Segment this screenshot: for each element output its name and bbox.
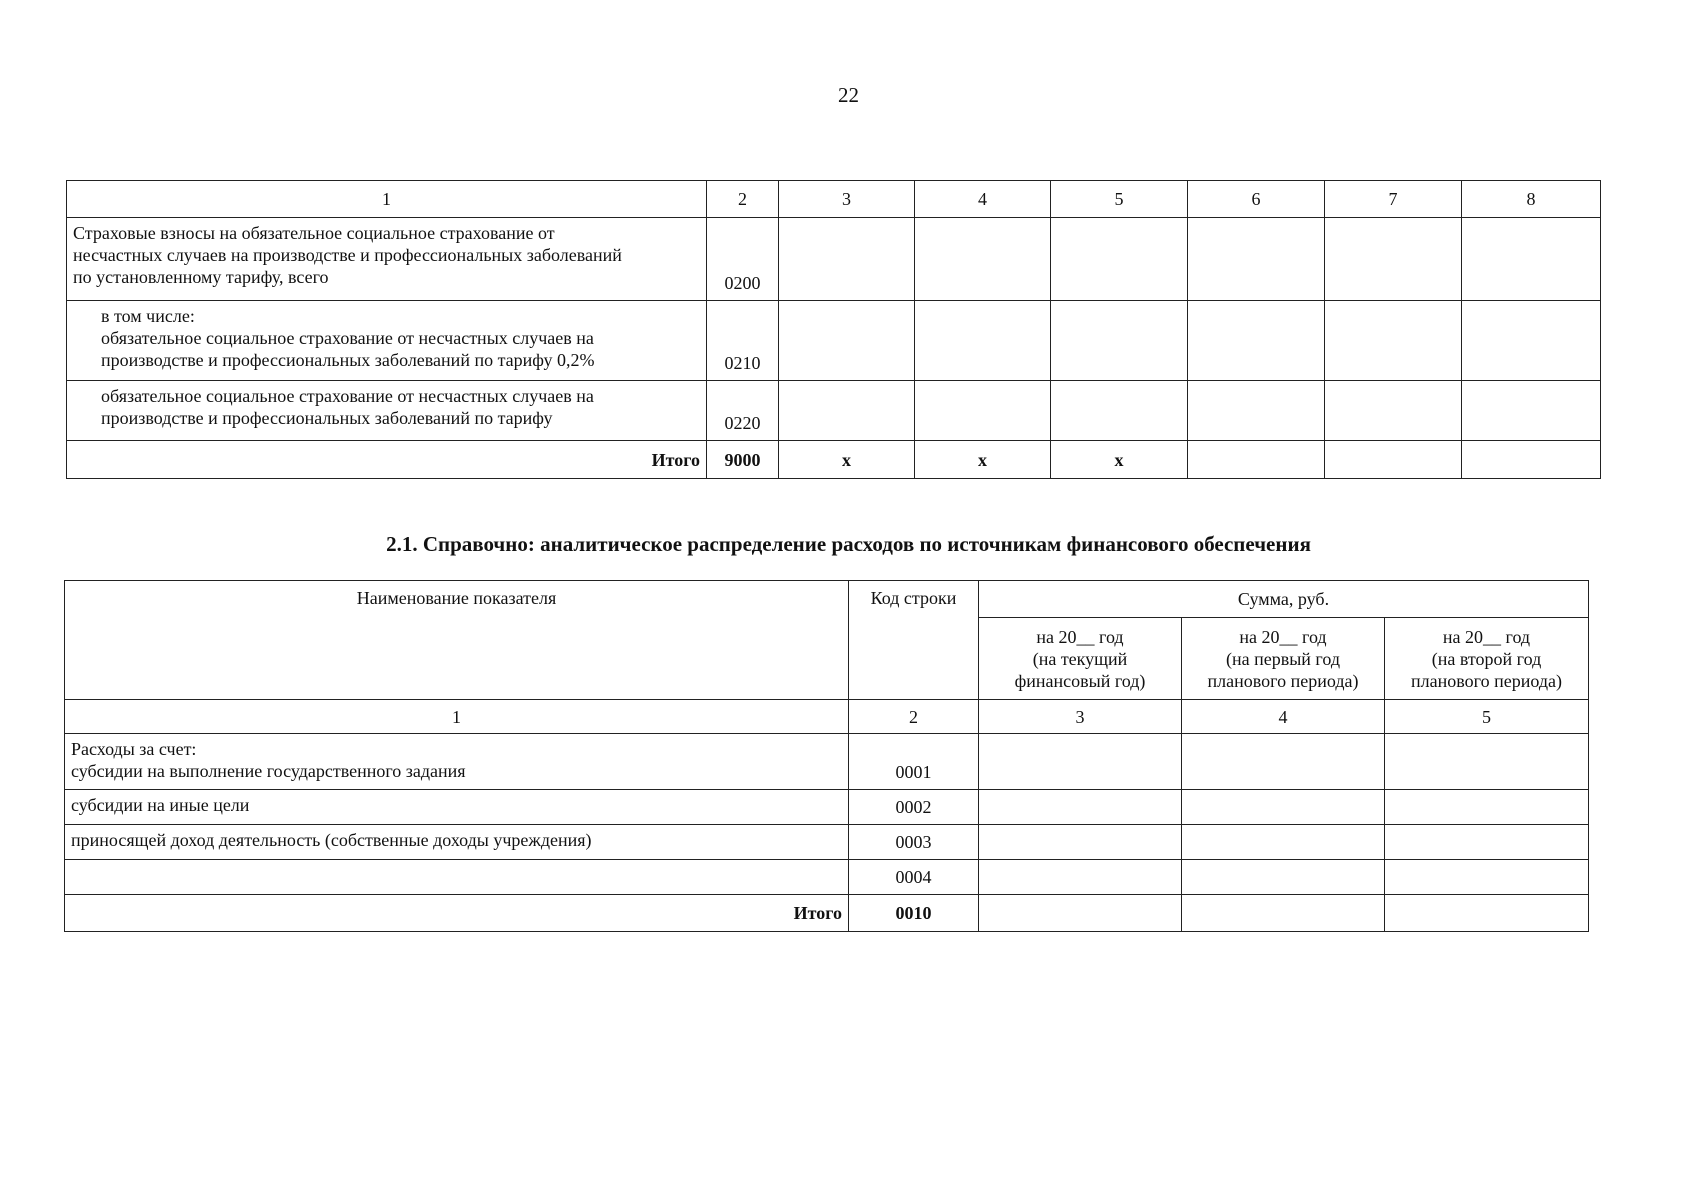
table-row xyxy=(65,860,1589,895)
table1-col-5: 5 xyxy=(1051,181,1188,218)
table-row xyxy=(65,825,1589,860)
value-cell[interactable] xyxy=(1385,790,1589,825)
total-x-cell: x xyxy=(915,441,1051,479)
row-name-line: производстве и профессиональных заболеваний по тарифу xyxy=(101,408,553,428)
value-cell[interactable] xyxy=(1188,301,1325,381)
row-name xyxy=(67,301,707,381)
insurance-table xyxy=(66,180,1601,479)
value-cell[interactable] xyxy=(979,790,1182,825)
sub-col-line: планового периода) xyxy=(1207,670,1359,691)
row-name-line: обязательное социальное страхование от несчастных случаев на xyxy=(101,328,594,348)
total-label: Итого xyxy=(65,895,849,932)
col-name-header: Наименование показателя xyxy=(65,581,849,700)
table1-col-4: 4 xyxy=(915,181,1051,218)
row-name-line: производстве и профессиональных заболеваний по тарифу 0,2% xyxy=(101,350,595,370)
sub-col-line: на 20__ год xyxy=(1036,626,1124,647)
value-cell[interactable] xyxy=(979,734,1182,790)
row-name: приносящей доход деятельность (собственные доходы учреждения) xyxy=(65,825,849,860)
row-name xyxy=(65,734,849,790)
col-sum-header: Сумма, руб. xyxy=(979,581,1589,618)
value-cell[interactable] xyxy=(1182,790,1385,825)
value-cell[interactable] xyxy=(979,825,1182,860)
row-name-line: Страховые взносы на обязательное социальное страхование от xyxy=(73,223,555,243)
value-cell[interactable] xyxy=(779,301,915,381)
value-cell[interactable] xyxy=(1182,734,1385,790)
value-cell[interactable] xyxy=(779,381,915,441)
value-cell[interactable] xyxy=(1462,441,1601,479)
value-cell[interactable] xyxy=(1462,301,1601,381)
sub-col-line: (на первый год xyxy=(1225,648,1341,669)
sub-col-line: (на текущий xyxy=(1032,648,1128,669)
value-cell[interactable] xyxy=(1325,441,1462,479)
value-cell[interactable] xyxy=(1182,825,1385,860)
value-cell[interactable] xyxy=(1182,860,1385,895)
table2-col-4: 4 xyxy=(1182,700,1385,734)
sub-col-first-plan-year xyxy=(1182,618,1385,700)
row-code: 0004 xyxy=(849,860,979,895)
sub-col-line: на 20__ год xyxy=(1239,626,1327,647)
table1-col-3: 3 xyxy=(779,181,915,218)
page-number: 22 xyxy=(838,83,859,107)
row-code: 0003 xyxy=(849,825,979,860)
value-cell[interactable] xyxy=(1385,825,1589,860)
table1-col-8: 8 xyxy=(1462,181,1601,218)
row-code: 0220 xyxy=(707,381,779,441)
sub-col-second-plan-year xyxy=(1385,618,1589,700)
sub-col-current-year xyxy=(979,618,1182,700)
row-name-line: по установленному тарифу, всего xyxy=(73,267,329,287)
table-row xyxy=(65,734,1589,790)
value-cell[interactable] xyxy=(1051,381,1188,441)
value-cell[interactable] xyxy=(915,218,1051,301)
sub-col-line: (на второй год xyxy=(1431,648,1542,669)
row-name-line: субсидии на выполнение государственного задания xyxy=(71,761,466,781)
total-code: 9000 xyxy=(707,441,779,479)
value-cell[interactable] xyxy=(1188,218,1325,301)
total-row xyxy=(67,441,1601,479)
value-cell[interactable] xyxy=(915,381,1051,441)
value-cell[interactable] xyxy=(1188,441,1325,479)
row-name xyxy=(67,381,707,441)
value-cell[interactable] xyxy=(915,301,1051,381)
table2-header-row xyxy=(65,581,1589,618)
value-cell[interactable] xyxy=(1325,218,1462,301)
value-cell[interactable] xyxy=(1385,895,1589,932)
total-label: Итого xyxy=(67,441,707,479)
total-row xyxy=(65,895,1589,932)
table-row xyxy=(67,381,1601,441)
value-cell[interactable] xyxy=(779,218,915,301)
row-code: 0002 xyxy=(849,790,979,825)
table2-number-row xyxy=(65,700,1589,734)
total-code: 0010 xyxy=(849,895,979,932)
table-row xyxy=(67,301,1601,381)
table1-col-6: 6 xyxy=(1188,181,1325,218)
table1-header-row xyxy=(67,181,1601,218)
col-code-header: Код строки xyxy=(849,581,979,700)
row-name-line: Расходы за счет: xyxy=(71,739,197,759)
value-cell[interactable] xyxy=(1051,301,1188,381)
row-name-line: в том числе: xyxy=(101,306,195,326)
sub-col-line: планового периода) xyxy=(1411,670,1562,691)
table2-col-5: 5 xyxy=(1385,700,1589,734)
row-code: 0200 xyxy=(707,218,779,301)
table2-col-2: 2 xyxy=(849,700,979,734)
row-name-line: обязательное социальное страхование от несчастных случаев на xyxy=(101,386,594,406)
section-title: 2.1. Справочно: аналитическое распределение расходов по источникам финансового обеспечения xyxy=(386,532,1311,556)
funding-sources-table xyxy=(64,580,1589,932)
table-row xyxy=(65,790,1589,825)
total-x-cell: x xyxy=(779,441,915,479)
table1-col-7: 7 xyxy=(1325,181,1462,218)
value-cell[interactable] xyxy=(1462,218,1601,301)
sub-col-line: финансовый год) xyxy=(1014,670,1146,691)
row-code: 0210 xyxy=(707,301,779,381)
value-cell[interactable] xyxy=(1385,734,1589,790)
value-cell[interactable] xyxy=(1385,860,1589,895)
row-name: субсидии на иные цели xyxy=(65,790,849,825)
table-row xyxy=(67,218,1601,301)
value-cell[interactable] xyxy=(1182,895,1385,932)
value-cell[interactable] xyxy=(1188,381,1325,441)
value-cell[interactable] xyxy=(1051,218,1188,301)
value-cell[interactable] xyxy=(1325,301,1462,381)
value-cell[interactable] xyxy=(1462,381,1601,441)
row-name-line: несчастных случаев на производстве и профессиональных заболеваний xyxy=(73,245,622,265)
row-name xyxy=(67,218,707,301)
total-x-cell: x xyxy=(1051,441,1188,479)
sub-col-line: на 20__ год xyxy=(1442,626,1531,647)
value-cell[interactable] xyxy=(979,895,1182,932)
table2-col-1: 1 xyxy=(65,700,849,734)
value-cell[interactable] xyxy=(1325,381,1462,441)
table2-col-3: 3 xyxy=(979,700,1182,734)
value-cell[interactable] xyxy=(979,860,1182,895)
table1-col-1: 1 xyxy=(67,181,707,218)
row-code: 0001 xyxy=(849,734,979,790)
row-name[interactable] xyxy=(65,860,849,895)
table1-col-2: 2 xyxy=(707,181,779,218)
